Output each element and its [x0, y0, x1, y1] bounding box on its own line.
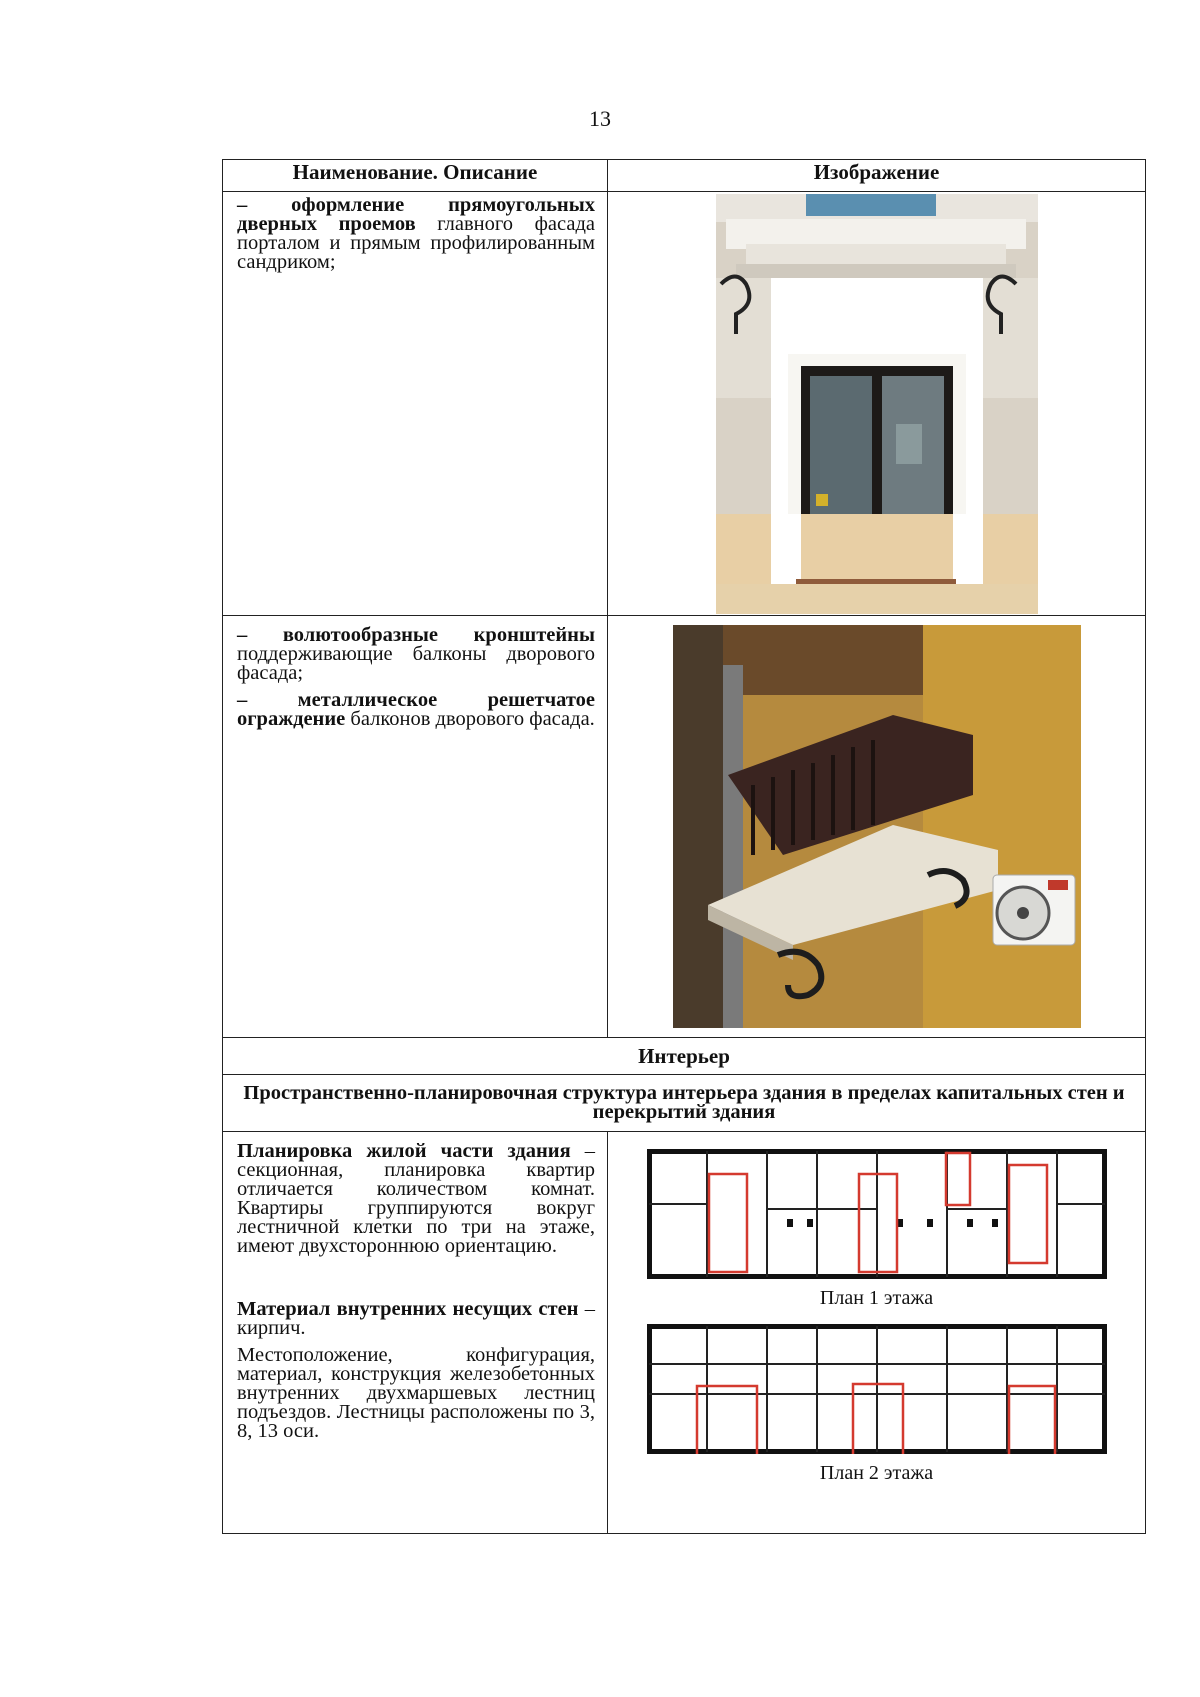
layout-rest: – секционная, планировка квартир отличается количеством комнат. Квартиры группируются вокруг лестничной клетки по три на этаже, имеют двухстороннюю ориентацию.: [237, 1140, 596, 1257]
page-number: 13: [589, 106, 611, 131]
stairs-description: Местоположение, конфигурация, материал, конструкция железобетонных внутренних двухмаршевых лестниц подъездов. Лестницы расположены по 3, 8, 13 оси.: [237, 1344, 595, 1442]
section-interior-row: [223, 1038, 1146, 1075]
balcony-railing-rest: балконов дворового фасада.: [345, 708, 595, 730]
row-balcony-image-cell: [608, 616, 1146, 1038]
document-table: [222, 159, 1145, 1534]
row-door-portal-image-cell: [608, 192, 1146, 616]
row-door-portal: [223, 192, 1146, 616]
plan-2-caption: План 2 этажа: [819, 1462, 934, 1484]
balcony-brackets-lead: – волютообразные кронштейны: [237, 624, 595, 646]
row-plans: [223, 1132, 1146, 1534]
subsection-row: [223, 1075, 1146, 1132]
door-portal-lead: – оформление прямоугольных дверных проемов: [237, 194, 595, 235]
header-description: Наименование. Описание: [223, 160, 608, 192]
plan-1-caption: План 1 этажа: [819, 1287, 934, 1309]
floor-plan-1: [647, 1149, 1107, 1279]
door-portal-rest: главного фасада порталом и прямым профилированным сандриком;: [237, 213, 595, 273]
layout-lead: Планировка жилой части здания: [237, 1140, 571, 1162]
header-row: [223, 160, 1146, 192]
walls-material-rest: – кирпич.: [237, 1298, 595, 1339]
row-plans-text: [223, 1132, 608, 1534]
row-plans-image-cell: [608, 1132, 1146, 1534]
row-balcony: [223, 616, 1146, 1038]
door-portal-photo: [716, 194, 1038, 614]
walls-material-lead: Материал внутренних несущих стен: [237, 1298, 579, 1320]
row-door-portal-text: [223, 192, 608, 616]
header-image: Изображение: [608, 160, 1146, 192]
subsection-title: Пространственно-планировочная структура интерьера здания в пределах капитальных стен и перекрытий здания: [223, 1075, 1146, 1132]
balcony-railing-lead: – металлическое решетчатое ограждение: [237, 689, 595, 730]
row-balcony-text: [223, 616, 608, 1038]
section-interior-title: Интерьер: [223, 1038, 1146, 1075]
floor-plan-2: [647, 1324, 1107, 1454]
balcony-photo: [673, 625, 1081, 1028]
balcony-brackets-rest: поддерживающие балконы дворового фасада;: [237, 643, 595, 684]
